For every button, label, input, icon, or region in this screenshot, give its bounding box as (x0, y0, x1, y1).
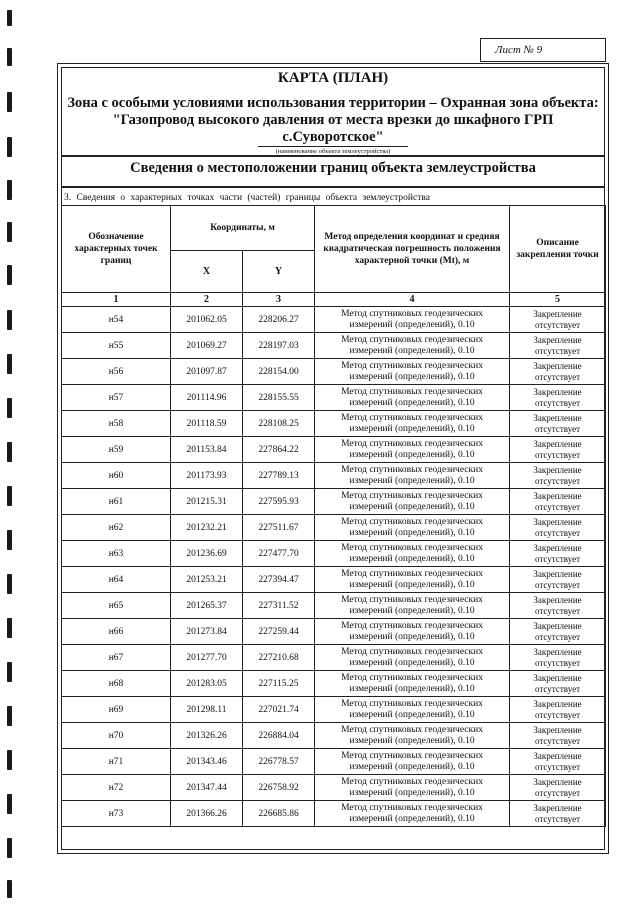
coord-x: 201273.84 (171, 619, 243, 645)
binding-mark (7, 838, 12, 858)
point-id: н63 (62, 541, 171, 567)
coord-y: 227021.74 (243, 697, 315, 723)
description-line: Закрепление (533, 569, 582, 579)
coord-y: 228108.25 (243, 411, 315, 437)
table-row (62, 775, 606, 801)
document-subtitle (62, 95, 604, 146)
point-id: н56 (62, 359, 171, 385)
header-designation: Обозначение характерных точек границ (62, 206, 171, 293)
binding-mark (7, 310, 12, 330)
binding-mark (7, 265, 12, 285)
description-line: Закрепление (533, 309, 582, 319)
description-line: отсутствует (535, 449, 581, 460)
binding-mark (7, 48, 12, 66)
method-line: измерений (определений), 0.10 (349, 813, 475, 824)
description-line: Закрепление (533, 543, 582, 553)
table-row (62, 619, 606, 645)
method-line: Метод спутниковых геодезических (341, 594, 483, 605)
fixing-description (510, 541, 606, 567)
description-line: отсутствует (535, 605, 581, 616)
method-cell (315, 411, 510, 437)
fixing-description (510, 515, 606, 541)
table-row (62, 645, 606, 671)
divider (61, 155, 605, 157)
description-line: Закрепление (533, 439, 582, 449)
column-number: 5 (510, 293, 606, 307)
method-line: Метод спутниковых геодезических (341, 464, 483, 475)
method-cell (315, 463, 510, 489)
fixing-description (510, 801, 606, 827)
method-line: измерений (определений), 0.10 (349, 709, 475, 720)
description-line: отсутствует (535, 319, 581, 330)
column-number: 2 (171, 293, 243, 307)
method-cell (315, 515, 510, 541)
binding-mark (7, 222, 12, 242)
header-x: X (171, 251, 243, 293)
point-id: н73 (62, 801, 171, 827)
point-id: н62 (62, 515, 171, 541)
method-line: Метод спутниковых геодезических (341, 776, 483, 787)
method-cell (315, 671, 510, 697)
description-line: отсутствует (535, 527, 581, 538)
method-cell (315, 801, 510, 827)
table-row (62, 515, 606, 541)
coord-y: 227864.22 (243, 437, 315, 463)
description-line: отсутствует (535, 657, 581, 668)
column-number: 4 (315, 293, 510, 307)
coord-y: 227511.67 (243, 515, 315, 541)
coord-y: 226884.04 (243, 723, 315, 749)
method-cell (315, 489, 510, 515)
method-line: Метод спутниковых геодезических (341, 386, 483, 397)
coord-y: 226758.92 (243, 775, 315, 801)
fixing-description (510, 723, 606, 749)
method-cell (315, 723, 510, 749)
method-cell (315, 749, 510, 775)
method-line: Метод спутниковых геодезических (341, 412, 483, 423)
description-line: Закрепление (533, 361, 582, 371)
header-coordinates: Координаты, м (171, 206, 315, 251)
method-line: Метод спутниковых геодезических (341, 438, 483, 449)
coord-y: 227477.70 (243, 541, 315, 567)
method-line: Метод спутниковых геодезических (341, 542, 483, 553)
subtitle-line: с.Суворотское" (282, 129, 384, 145)
sheet-number: Лист № 9 (480, 38, 606, 62)
coord-x: 201173.93 (171, 463, 243, 489)
table-row (62, 333, 606, 359)
coord-x: 201118.59 (171, 411, 243, 437)
coord-y: 228154.00 (243, 359, 315, 385)
fixing-description (510, 333, 606, 359)
table-row (62, 463, 606, 489)
method-line: Метод спутниковых геодезических (341, 490, 483, 501)
method-line: Метод спутниковых геодезических (341, 750, 483, 761)
point-id: н58 (62, 411, 171, 437)
method-line: Метод спутниковых геодезических (341, 646, 483, 657)
point-id: н59 (62, 437, 171, 463)
description-line: Закрепление (533, 777, 582, 787)
section-title: Сведения о местоположении границ объекта землеустройства (130, 160, 536, 176)
description-line: Закрепление (533, 621, 582, 631)
binding-mark (7, 880, 12, 898)
binding-mark (7, 486, 12, 506)
method-line: измерений (определений), 0.10 (349, 605, 475, 616)
point-id: н60 (62, 463, 171, 489)
binding-mark (7, 180, 12, 200)
method-cell (315, 775, 510, 801)
description-line: Закрепление (533, 413, 582, 423)
table-body (62, 307, 606, 827)
description-line: Закрепление (533, 387, 582, 397)
binding-mark (7, 10, 12, 26)
method-cell (315, 541, 510, 567)
description-line: Закрепление (533, 803, 582, 813)
coord-y: 227311.52 (243, 593, 315, 619)
fixing-description (510, 593, 606, 619)
method-line: измерений (определений), 0.10 (349, 735, 475, 746)
description-line: Закрепление (533, 647, 582, 657)
method-line: измерений (определений), 0.10 (349, 683, 475, 694)
coord-x: 201232.21 (171, 515, 243, 541)
method-line: измерений (определений), 0.10 (349, 475, 475, 486)
description-line: отсутствует (535, 683, 581, 694)
method-line: измерений (определений), 0.10 (349, 631, 475, 642)
method-line: Метод спутниковых геодезических (341, 568, 483, 579)
fixing-description (510, 489, 606, 515)
coord-y: 227259.44 (243, 619, 315, 645)
fixing-description (510, 463, 606, 489)
method-line: измерений (определений), 0.10 (349, 397, 475, 408)
binding-mark (7, 750, 12, 770)
point-id: н55 (62, 333, 171, 359)
description-line: отсутствует (535, 397, 581, 408)
coord-y: 227394.47 (243, 567, 315, 593)
point-id: н71 (62, 749, 171, 775)
method-line: измерений (определений), 0.10 (349, 657, 475, 668)
method-cell (315, 307, 510, 333)
subsection-title: 3. Сведения о характерных точках части (частей) границы объекта землеустройства (64, 193, 430, 203)
method-line: Метод спутниковых геодезических (341, 802, 483, 813)
subtitle-line: "Газопровод высокого давления от места врезки до шкафного ГРП (112, 112, 554, 128)
method-line: Метод спутниковых геодезических (341, 334, 483, 345)
point-id: н57 (62, 385, 171, 411)
method-cell (315, 645, 510, 671)
method-line: Метод спутниковых геодезических (341, 516, 483, 527)
table-row (62, 359, 606, 385)
method-cell (315, 437, 510, 463)
description-line: отсутствует (535, 787, 581, 798)
description-line: отсутствует (535, 423, 581, 434)
point-id: н54 (62, 307, 171, 333)
table-row (62, 489, 606, 515)
description-line: отсутствует (535, 631, 581, 642)
binding-mark (7, 354, 12, 374)
binding-marks (0, 0, 22, 905)
coord-x: 201097.87 (171, 359, 243, 385)
method-line: измерений (определений), 0.10 (349, 787, 475, 798)
method-cell (315, 567, 510, 593)
method-line: Метод спутниковых геодезических (341, 308, 483, 319)
fixing-description (510, 645, 606, 671)
binding-mark (7, 92, 12, 112)
coord-y: 227210.68 (243, 645, 315, 671)
table-row (62, 671, 606, 697)
coord-x: 201114.96 (171, 385, 243, 411)
description-line: Закрепление (533, 725, 582, 735)
description-line: отсутствует (535, 735, 581, 746)
fixing-description (510, 307, 606, 333)
description-line: отсутствует (535, 709, 581, 720)
table-row (62, 385, 606, 411)
coord-x: 201215.31 (171, 489, 243, 515)
description-line: отсутствует (535, 345, 581, 356)
method-cell (315, 333, 510, 359)
coord-y: 228155.55 (243, 385, 315, 411)
point-id: н68 (62, 671, 171, 697)
title-block (62, 70, 604, 155)
fixing-description (510, 749, 606, 775)
coord-x: 201236.69 (171, 541, 243, 567)
method-line: измерений (определений), 0.10 (349, 319, 475, 330)
description-line: отсутствует (535, 371, 581, 382)
coord-x: 201153.84 (171, 437, 243, 463)
description-line: Закрепление (533, 465, 582, 475)
point-id: н67 (62, 645, 171, 671)
description-line: Закрепление (533, 517, 582, 527)
binding-mark (7, 794, 12, 814)
coord-x: 201062.05 (171, 307, 243, 333)
binding-mark (7, 137, 12, 157)
column-number: 1 (62, 293, 171, 307)
table-row (62, 593, 606, 619)
method-line: измерений (определений), 0.10 (349, 579, 475, 590)
description-line: Закрепление (533, 751, 582, 761)
coord-x: 201343.46 (171, 749, 243, 775)
coord-y: 227595.93 (243, 489, 315, 515)
description-line: отсутствует (535, 813, 581, 824)
fixing-description (510, 437, 606, 463)
subtitle-line: Зона с особыми условиями использования территории – Охранная зона объекта: (67, 95, 599, 111)
method-line: измерений (определений), 0.10 (349, 501, 475, 512)
point-id: н69 (62, 697, 171, 723)
point-id: н66 (62, 619, 171, 645)
description-line: Закрепление (533, 699, 582, 709)
coord-y: 226778.57 (243, 749, 315, 775)
fixing-description (510, 775, 606, 801)
method-line: Метод спутниковых геодезических (341, 724, 483, 735)
fixing-description (510, 411, 606, 437)
divider (61, 186, 605, 188)
coord-y: 227789.13 (243, 463, 315, 489)
coord-x: 201253.21 (171, 567, 243, 593)
description-line: отсутствует (535, 475, 581, 486)
header-method: Метод определения координат и средняя квадратическая погрешность положения характерной точки (Mt), м (315, 206, 510, 293)
point-id: н64 (62, 567, 171, 593)
method-line: измерений (определений), 0.10 (349, 345, 475, 356)
coord-y: 228206.27 (243, 307, 315, 333)
binding-mark (7, 442, 12, 462)
point-id: н65 (62, 593, 171, 619)
method-line: измерений (определений), 0.10 (349, 449, 475, 460)
method-cell (315, 619, 510, 645)
coord-x: 201069.27 (171, 333, 243, 359)
binding-mark (7, 398, 12, 418)
table-row (62, 723, 606, 749)
table-row (62, 437, 606, 463)
header-description: Описание закрепления точки (510, 206, 606, 293)
method-line: Метод спутниковых геодезических (341, 360, 483, 371)
description-line: Закрепление (533, 335, 582, 345)
method-line: измерений (определений), 0.10 (349, 553, 475, 564)
method-line: измерений (определений), 0.10 (349, 761, 475, 772)
description-line: отсутствует (535, 761, 581, 772)
table-row (62, 307, 606, 333)
method-line: измерений (определений), 0.10 (349, 527, 475, 538)
fixing-description (510, 697, 606, 723)
coord-x: 201283.05 (171, 671, 243, 697)
coord-x: 201326.26 (171, 723, 243, 749)
table-row (62, 567, 606, 593)
table-row (62, 801, 606, 827)
binding-mark (7, 706, 12, 726)
description-line: отсутствует (535, 553, 581, 564)
description-line: отсутствует (535, 579, 581, 590)
document-title: КАРТА (ПЛАН) (277, 70, 389, 86)
method-line: измерений (определений), 0.10 (349, 371, 475, 382)
table-row (62, 541, 606, 567)
column-number: 3 (243, 293, 315, 307)
method-line: Метод спутниковых геодезических (341, 698, 483, 709)
fixing-description (510, 359, 606, 385)
method-cell (315, 697, 510, 723)
method-line: Метод спутниковых геодезических (341, 620, 483, 631)
fixing-description (510, 619, 606, 645)
coord-y: 227115.25 (243, 671, 315, 697)
table-row (62, 749, 606, 775)
binding-mark (7, 574, 12, 594)
coord-y: 228197.03 (243, 333, 315, 359)
point-id: н61 (62, 489, 171, 515)
description-line: отсутствует (535, 501, 581, 512)
method-cell (315, 385, 510, 411)
method-cell (315, 593, 510, 619)
method-cell (315, 359, 510, 385)
coordinates-table (61, 205, 606, 827)
coord-x: 201298.11 (171, 697, 243, 723)
point-id: н70 (62, 723, 171, 749)
point-id: н72 (62, 775, 171, 801)
coord-x: 201265.37 (171, 593, 243, 619)
description-line: Закрепление (533, 595, 582, 605)
method-line: Метод спутниковых геодезических (341, 672, 483, 683)
table-row (62, 411, 606, 437)
binding-mark (7, 530, 12, 550)
description-line: Закрепление (533, 491, 582, 501)
table-row (62, 697, 606, 723)
fixing-description (510, 385, 606, 411)
coord-x: 201347.44 (171, 775, 243, 801)
description-line: Закрепление (533, 673, 582, 683)
binding-mark (7, 662, 12, 682)
coord-x: 201366.26 (171, 801, 243, 827)
binding-mark (7, 618, 12, 638)
method-line: измерений (определений), 0.10 (349, 423, 475, 434)
fixing-description (510, 567, 606, 593)
coord-y: 226685.86 (243, 801, 315, 827)
coord-x: 201277.70 (171, 645, 243, 671)
header-y: Y (243, 251, 315, 293)
object-name-note: (наименование объекта землеустройства) (258, 146, 408, 155)
fixing-description (510, 671, 606, 697)
